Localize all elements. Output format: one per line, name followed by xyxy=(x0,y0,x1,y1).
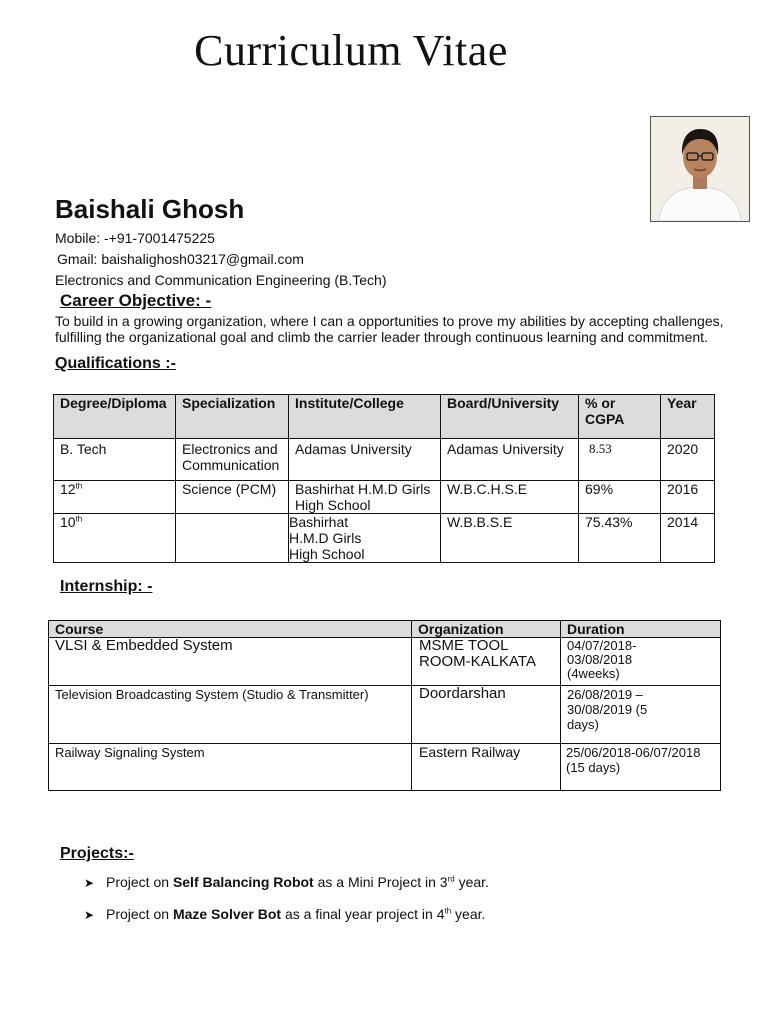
degree-text: B. Tech xyxy=(60,441,107,457)
specialization-cell: Electronics and Communication xyxy=(176,439,289,481)
project-title: Maze Solver Bot xyxy=(172,906,282,922)
qualifications-header-row xyxy=(54,395,715,439)
degree-superscript: th xyxy=(75,481,83,491)
table-row xyxy=(49,744,721,791)
col-score-header: % or CGPA xyxy=(579,395,661,439)
document-title: Curriculum Vitae xyxy=(194,26,508,75)
qualifications-table xyxy=(53,394,715,563)
institute-cell: Bashirhat H.M.D Girls High School xyxy=(289,481,441,514)
board-cell: W.B.B.S.E xyxy=(441,514,579,563)
institute-cell: Adamas University xyxy=(289,439,441,481)
col-specialization-header: Specialization xyxy=(176,395,289,439)
ordinal-superscript: th xyxy=(444,906,452,916)
arrowhead-bullet-icon: ➤ xyxy=(84,876,95,890)
qualifications-heading: Qualifications :- xyxy=(55,355,176,372)
internship-header-row xyxy=(49,621,721,638)
degree-superscript: th xyxy=(75,514,83,524)
board-cell: W.B.C.H.S.E xyxy=(441,481,579,514)
ordinal-superscript: rd xyxy=(447,874,455,884)
internship-heading: Internship: - xyxy=(60,578,153,595)
col-degree-header: Degree/Diploma xyxy=(54,395,176,439)
specialization-cell: Science (PCM) xyxy=(176,481,289,514)
project-text: Project on xyxy=(106,906,173,922)
project-text: year. xyxy=(454,874,489,890)
table-row xyxy=(54,481,715,514)
duration-cell xyxy=(561,638,721,686)
table-row xyxy=(49,638,721,686)
organization-cell: Eastern Railway xyxy=(412,744,561,791)
degree-cell xyxy=(54,514,176,563)
col-course-header: Course xyxy=(49,621,412,638)
course-cell: Television Broadcasting System (Studio & Transmitter) xyxy=(49,686,412,744)
col-institute-header: Institute/College xyxy=(289,395,441,439)
duration-cell: 25/06/2018-06/07/2018 (15 days) xyxy=(561,744,721,791)
institute-text: Bashirhat H.M.D Girls High School xyxy=(289,514,365,562)
col-organization-header: Organization xyxy=(412,621,561,638)
duration-cell xyxy=(561,686,721,744)
project-text: year. xyxy=(451,906,486,922)
project-text: as a Mini Project in 3 xyxy=(313,874,448,890)
year-cell: 2016 xyxy=(661,481,715,514)
internship-table xyxy=(48,620,721,791)
project-text: as a final year project in 4 xyxy=(281,906,445,922)
col-year-header: Year xyxy=(661,395,715,439)
career-objective-heading: Career Objective: - xyxy=(60,291,212,310)
arrowhead-bullet-icon: ➤ xyxy=(84,908,95,922)
degree-program: Electronics and Communication Engineering (B.Tech) xyxy=(55,272,387,288)
project-title: Self Balancing Robot xyxy=(172,874,314,890)
degree-cell xyxy=(54,481,176,514)
score-cell: 69% xyxy=(579,481,661,514)
duration-text: 26/08/2019 – 30/08/2019 (5 days) xyxy=(567,687,648,732)
mobile-number: Mobile: -+91-7001475225 xyxy=(55,230,215,246)
score-cell: 8.53 xyxy=(579,439,661,481)
institute-cell xyxy=(289,514,441,563)
list-item xyxy=(84,906,485,924)
specialization-cell xyxy=(176,514,289,563)
duration-text: 04/07/2018-03/08/2018 (4weeks) xyxy=(567,638,637,681)
table-row xyxy=(49,686,721,744)
course-cell: VLSI & Embedded System xyxy=(49,638,412,686)
score-cell: 75.43% xyxy=(579,514,661,563)
col-board-header: Board/University xyxy=(441,395,579,439)
organization-cell: MSME TOOL ROOM-KALKATA xyxy=(412,638,561,686)
profile-photo xyxy=(650,116,750,222)
year-cell: 2020 xyxy=(661,439,715,481)
col-duration-header: Duration xyxy=(561,621,721,638)
project-text: Project on xyxy=(106,874,173,890)
table-row xyxy=(54,439,715,481)
degree-text: 12 xyxy=(60,481,76,497)
table-row xyxy=(54,514,715,563)
degree-text: 10 xyxy=(60,514,76,530)
list-item xyxy=(84,874,489,892)
email-address: Gmail: baishalighosh03217@gmail.com xyxy=(57,251,304,267)
candidate-name: Baishali Ghosh xyxy=(55,194,245,224)
career-objective-text: To build in a growing organization, where I can a opportunities to prove my abilities by accepting challenges, fulfilling the organizational goal and climb the carrier leader through continuous learning and commitment. xyxy=(55,313,724,345)
year-cell: 2014 xyxy=(661,514,715,563)
degree-cell xyxy=(54,439,176,481)
organization-cell: Doordarshan xyxy=(412,686,561,744)
course-cell: Railway Signaling System xyxy=(49,744,412,791)
projects-heading: Projects:- xyxy=(60,845,134,862)
board-cell: Adamas University xyxy=(441,439,579,481)
